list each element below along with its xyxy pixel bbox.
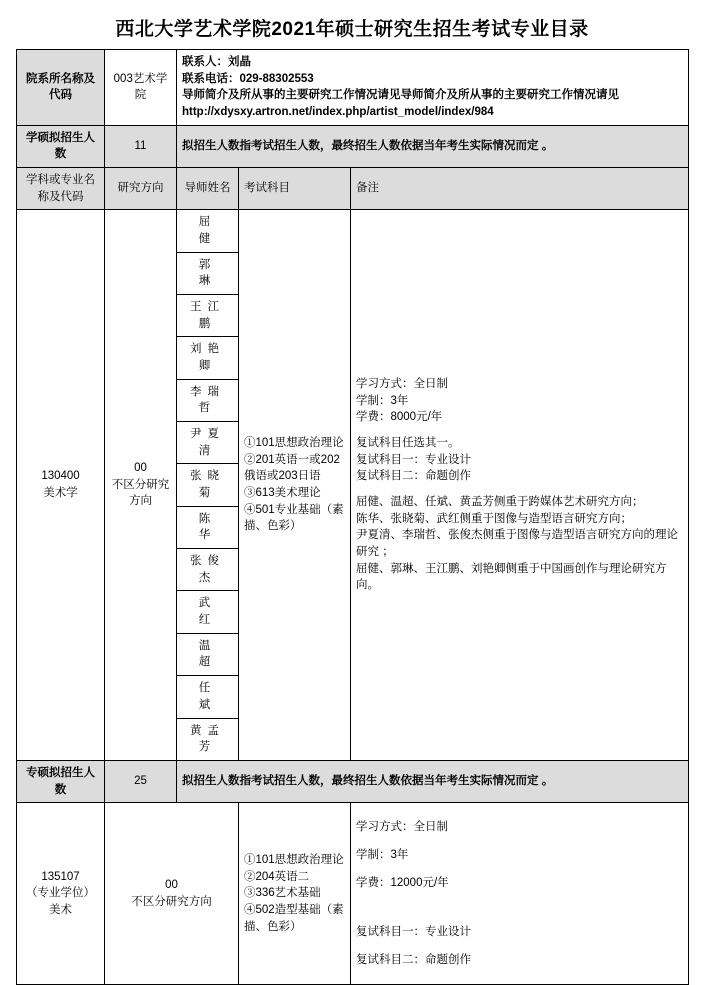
- academic-remark-tuition: 学费：8000元/年: [356, 411, 443, 424]
- professional-major-cell: [17, 803, 105, 985]
- page-title: 西北大学艺术学院2021年硕士研究生招生考试专业目录: [115, 19, 589, 40]
- tutor-name: 温 超: [177, 633, 239, 675]
- header-subjects: 考试科目: [239, 168, 351, 210]
- header-tutor: 导师姓名: [177, 168, 239, 210]
- professional-direction-cell: [105, 803, 239, 985]
- academic-remark-study-mode: 学习方式：全日制: [356, 378, 448, 391]
- professional-subject-3: ③336艺术基础: [244, 887, 321, 900]
- academic-major-name: 美术学: [43, 487, 78, 500]
- tutor-name: 李瑞哲: [177, 379, 239, 421]
- academic-subjects-cell: [239, 210, 351, 760]
- table-row-department: [17, 50, 689, 126]
- professional-quota-label: 专硕拟招生人数: [17, 760, 105, 802]
- academic-major-code: 130400: [41, 470, 80, 483]
- academic-direction-name: 不区分研究方向: [111, 478, 170, 508]
- table-row-professional-quota: [17, 760, 689, 802]
- academic-remark-duration: 学制：3年: [356, 394, 409, 407]
- professional-direction-name: 不区分研究方向: [131, 895, 212, 908]
- professional-remark-study-mode: 学习方式：全日制: [356, 820, 448, 833]
- professional-subject-4: ④502造型基础（素描、色彩）: [244, 903, 344, 933]
- professional-direction-code: 00: [165, 878, 178, 891]
- academic-subject-4: ④501专业基础（素描、色彩）: [244, 503, 344, 533]
- tutor-name: 任 斌: [177, 676, 239, 718]
- professional-major-code: 135107: [41, 870, 80, 883]
- academic-remark-group-2: 陈华、张晓菊、武红侧重于图像与造型语言研究方向；: [356, 512, 632, 525]
- academic-direction-code: 00: [134, 462, 147, 475]
- tutor-name: 尹夏清: [177, 422, 239, 464]
- professional-subjects-cell: [239, 803, 351, 985]
- header-major: 学科或专业名称及代码: [17, 168, 105, 210]
- professional-remark-retest-1: 复试科目一：专业设计: [356, 925, 471, 938]
- academic-direction-cell: [105, 210, 177, 760]
- tutor-name: 屈 健: [177, 210, 239, 252]
- academic-quota-label: 学硕拟招生人数: [17, 125, 105, 167]
- header-direction: 研究方向: [105, 168, 177, 210]
- academic-remark-retest-2: 复试科目二：命题创作: [356, 470, 471, 483]
- professional-subject-1: ①101思想政治理论: [244, 853, 344, 866]
- academic-major-cell: [17, 210, 105, 760]
- professional-remarks-cell: [351, 803, 689, 985]
- department-contact: [177, 50, 689, 126]
- tutor-name: 黄孟芳: [177, 718, 239, 760]
- academic-subject-1: ①101思想政治理论: [244, 437, 344, 450]
- tutor-name: 张晓菊: [177, 464, 239, 506]
- table-row-professional-program: [17, 803, 689, 985]
- academic-remark-retest-note: 复试科目任选其一。: [356, 437, 460, 450]
- tutor-name: 张俊杰: [177, 549, 239, 591]
- academic-remark-retest-1: 复试科目一：专业设计: [356, 453, 471, 466]
- table-row-headers: [17, 168, 689, 210]
- tutor-name: 王江鹏: [177, 295, 239, 337]
- contact-person: 联系人：刘晶: [182, 56, 251, 68]
- tutor-name: 陈 华: [177, 506, 239, 548]
- department-label: 院系所名称及代码: [17, 50, 105, 126]
- professional-remark-retest-2: 复试科目二：命题创作: [356, 953, 471, 966]
- academic-remark-group-1: 屈健、温超、任斌、黄孟芳侧重于跨媒体艺术研究方向；: [356, 496, 644, 509]
- academic-subject-2: ②201英语一或202俄语或203日语: [244, 453, 340, 483]
- academic-remark-group-4: 屈健、郭琳、王江鹏、刘艳卿侧重于中国画创作与理论研究方向。: [356, 562, 667, 592]
- professional-remark-tuition: 学费：12000元/年: [356, 877, 449, 890]
- professional-major-degree-type: （专业学位）: [26, 887, 95, 900]
- tutor-profile-note: 导师简介及所从事的主要研究工作情况请见导师简介及所从事的主要研究工作情况请见http://xdysxy.artron.net/index.php/artist_model/index/984: [182, 89, 619, 119]
- tutor-name: 刘艳卿: [177, 337, 239, 379]
- header-remarks: 备注: [351, 168, 689, 210]
- department-code: 003艺术学院: [105, 50, 177, 126]
- professional-quota-note: 拟招生人数指考试招生人数，最终招生人数依据当年考生实际情况而定 。: [177, 760, 689, 802]
- table-row-academic-quota: [17, 125, 689, 167]
- admissions-table: [16, 49, 689, 985]
- professional-quota-value: 25: [105, 760, 177, 802]
- contact-phone: 联系电话：029-88302553: [182, 72, 314, 85]
- academic-quota-value: 11: [105, 125, 177, 167]
- academic-remark-group-3: 尹夏清、李瑞哲、张俊杰侧重于图像与造型语言研究方向的理论研究 ；: [356, 529, 678, 559]
- tutor-name: 武 红: [177, 591, 239, 633]
- professional-remark-duration: 学制：3年: [356, 848, 409, 861]
- table-row-tutor: [17, 210, 689, 252]
- professional-subject-2: ②204英语二: [244, 870, 310, 883]
- tutor-name: 郭 琳: [177, 252, 239, 294]
- academic-remarks-cell: [351, 210, 689, 760]
- professional-major-name: 美术: [49, 903, 72, 916]
- academic-quota-note: 拟招生人数指考试招生人数，最终招生人数依据当年考生实际情况而定 。: [177, 125, 689, 167]
- academic-subject-3: ③613美术理论: [244, 487, 321, 500]
